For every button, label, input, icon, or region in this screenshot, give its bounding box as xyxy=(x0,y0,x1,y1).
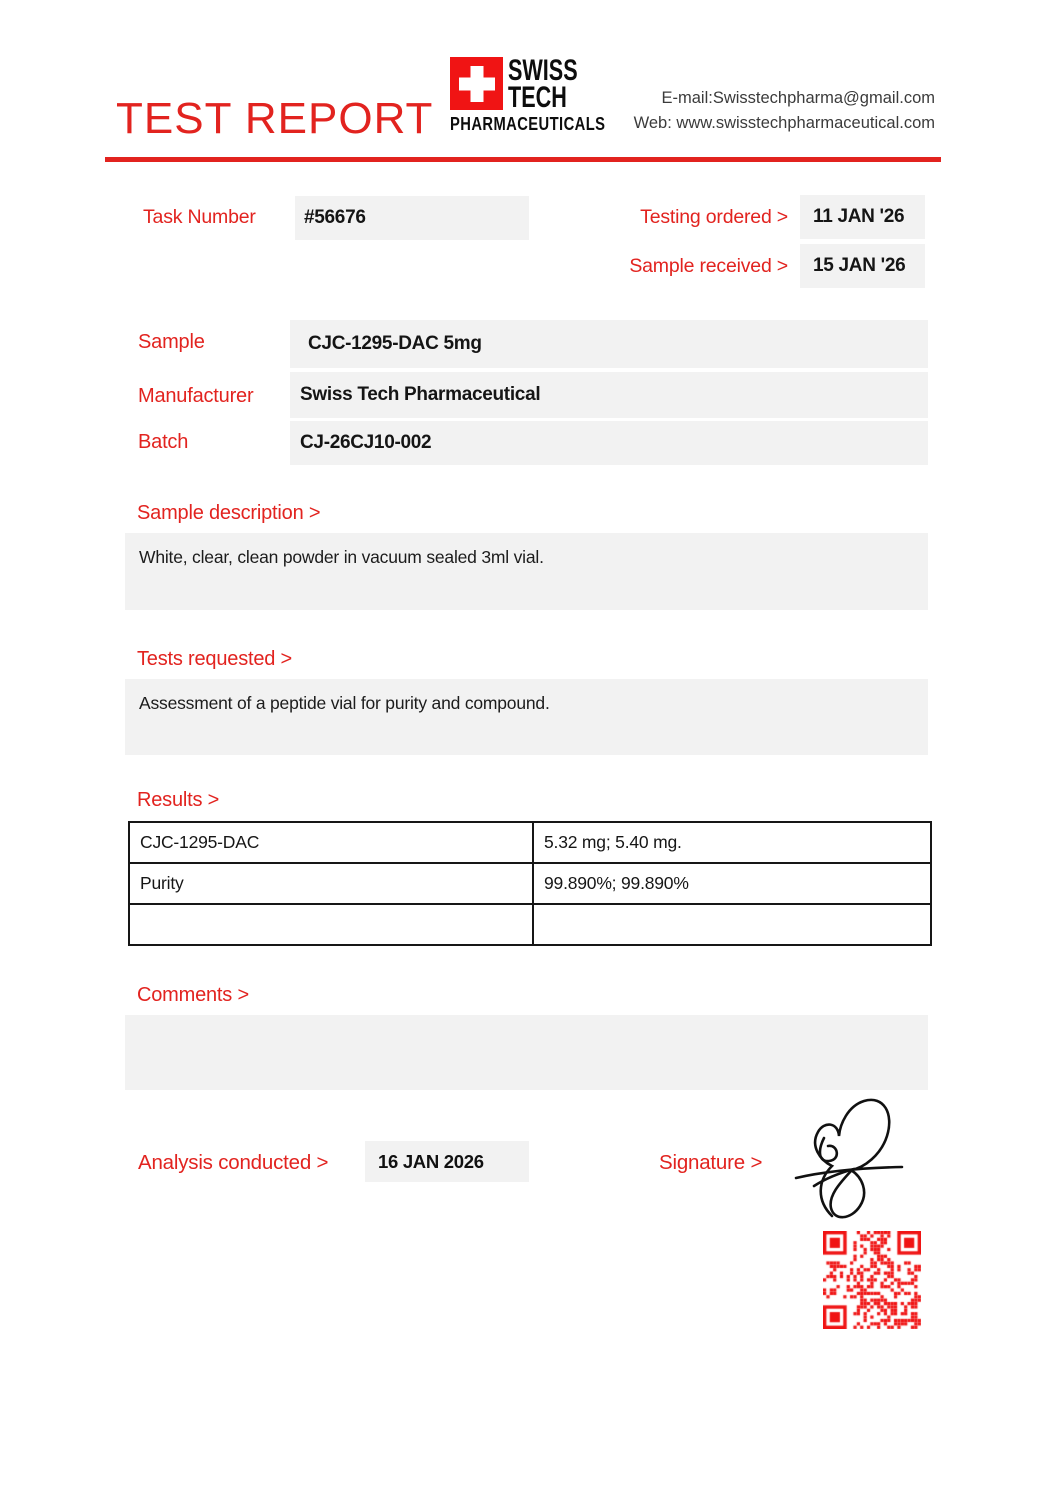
result-value-cell: 99.890%; 99.890% xyxy=(533,863,931,904)
manufacturer-label: Manufacturer xyxy=(138,385,254,407)
sample-description-text: White, clear, clean powder in vacuum sealed 3ml vial. xyxy=(139,547,544,567)
testing-ordered-box xyxy=(800,195,925,239)
sample-received-box xyxy=(800,244,925,288)
company-logo xyxy=(450,54,606,135)
sample-description-box xyxy=(125,533,928,610)
page-title: TEST REPORT xyxy=(116,94,434,143)
analysis-date-box: 16 JAN 2026 xyxy=(365,1141,529,1182)
sample-value: CJC-1295-DAC 5mg xyxy=(308,333,482,354)
sample-label: Sample xyxy=(138,331,205,353)
logo-word-swiss: SWISS xyxy=(508,54,578,87)
analysis-conducted-label: Analysis conducted > xyxy=(138,1151,329,1174)
signature-label: Signature > xyxy=(659,1151,763,1174)
comments-box xyxy=(125,1015,928,1090)
testing-ordered-label: Testing ordered > xyxy=(640,206,788,228)
signature-scribble xyxy=(788,1094,916,1226)
table-row xyxy=(129,904,931,945)
result-analyte-cell: CJC-1295-DAC xyxy=(129,822,533,863)
batch-label: Batch xyxy=(138,431,189,453)
sample-received-value: 15 JAN '26 xyxy=(813,255,906,276)
logo-word-tech: TECH xyxy=(508,81,567,114)
sample-box xyxy=(290,320,928,368)
swiss-cross-icon xyxy=(450,57,503,110)
contact-email: E-mail:Swisstechpharma@gmail.com xyxy=(661,89,935,107)
batch-box xyxy=(290,421,928,465)
batch-value: CJ-26CJ10-002 xyxy=(300,432,432,453)
result-analyte-cell xyxy=(129,904,533,945)
task-number-box xyxy=(295,196,529,240)
tests-requested-heading: Tests requested > xyxy=(137,648,293,670)
comments-text xyxy=(125,1015,928,1029)
logo-subtitle: PHARMACEUTICALS xyxy=(450,114,606,134)
table-row xyxy=(129,822,931,863)
tests-requested-text: Assessment of a peptide vial for purity and compound. xyxy=(139,693,550,713)
testing-ordered-value: 11 JAN '26 xyxy=(813,206,905,227)
contact-web: Web: www.swisstechpharmaceutical.com xyxy=(633,114,935,132)
header-divider xyxy=(105,157,941,162)
task-number-value: #56676 xyxy=(304,207,366,228)
comments-heading: Comments > xyxy=(137,984,249,1006)
manufacturer-value: Swiss Tech Pharmaceutical xyxy=(300,384,541,405)
task-number-label: Task Number xyxy=(143,206,256,228)
qr-code xyxy=(823,1231,921,1329)
manufacturer-box xyxy=(290,372,928,418)
tests-requested-box xyxy=(125,679,928,755)
result-value-cell xyxy=(533,904,931,945)
result-analyte-cell: Purity xyxy=(129,863,533,904)
sample-description-heading: Sample description > xyxy=(137,502,321,524)
result-value-cell: 5.32 mg; 5.40 mg. xyxy=(533,822,931,863)
results-table xyxy=(128,821,932,946)
results-heading: Results > xyxy=(137,789,220,811)
sample-received-label: Sample received > xyxy=(629,255,788,277)
table-row xyxy=(129,863,931,904)
contact-block xyxy=(634,86,935,136)
